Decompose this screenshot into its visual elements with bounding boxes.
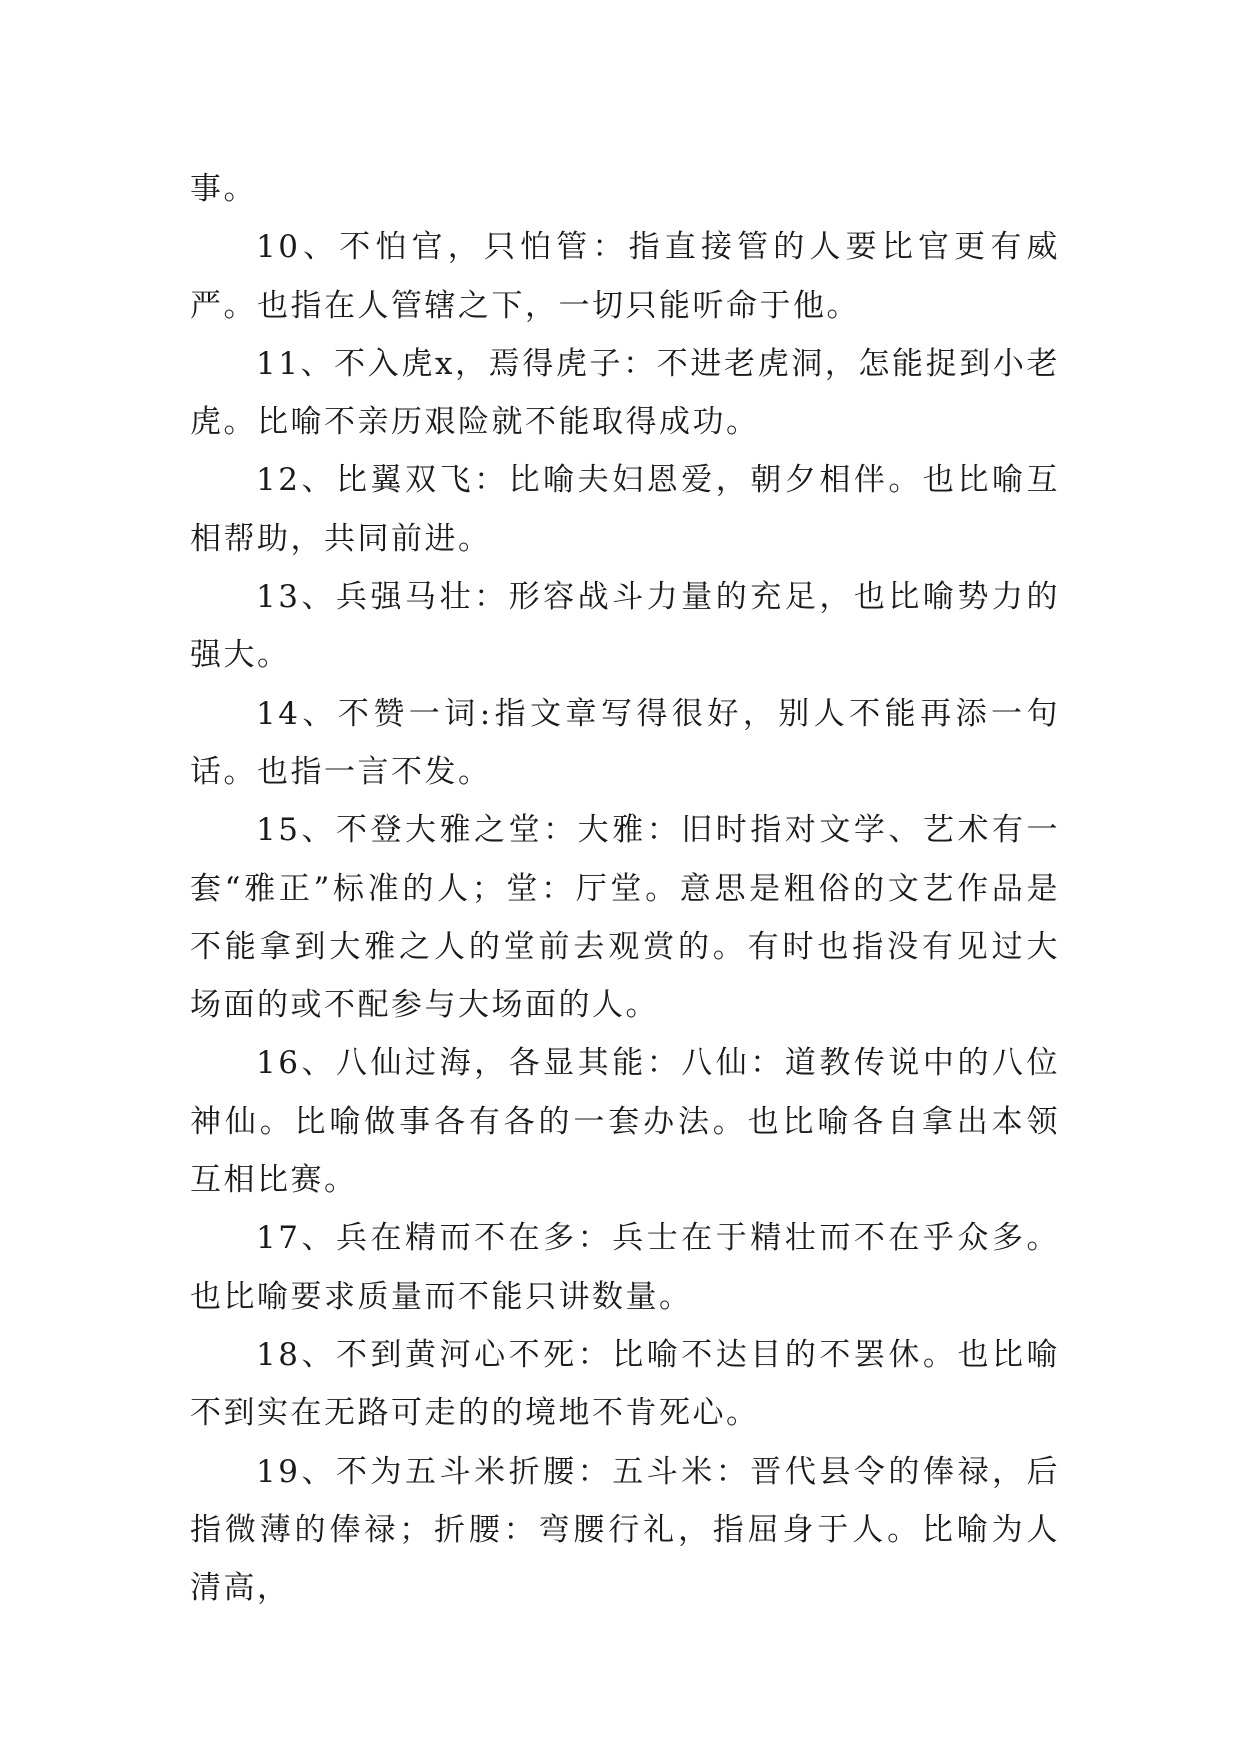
paragraph-idiom-14: 14、不赞一词:指文章写得很好，别人不能再添一句话。也指一言不发。 <box>190 695 1060 790</box>
paragraph-idiom-16: 16、八仙过海，各显其能：八仙：道教传说中的八位神仙。比喻做事各有各的一套办法。也比喻各自拿出本领互相比赛。 <box>190 1045 1060 1199</box>
paragraph-idiom-15: 15、不登大雅之堂：大雅：旧时指对文学、艺术有一套“雅正”标准的人；堂：厅堂。意思是粗俗的文艺作品是不能拿到大雅之人的堂前去观赏的。有时也指没有见过大场面的或不配参与大场面的人。 <box>190 812 1060 1024</box>
document-body <box>190 160 1060 1617</box>
paragraph-idiom-19: 19、不为五斗米折腰：五斗米：晋代县令的俸禄，后指微薄的俸禄；折腰：弯腰行礼，指屈身于人。比喻为人清高， <box>190 1453 1060 1607</box>
paragraph-idiom-17: 17、兵在精而不在多：兵士在于精壮而不在乎众多。也比喻要求质量而不能只讲数量。 <box>190 1220 1060 1315</box>
paragraph-idiom-10: 10、不怕官，只怕管：指直接管的人要比官更有威严。也指在人管辖之下，一切只能听命于他。 <box>190 229 1060 324</box>
paragraph-continuation: 事。 <box>190 171 257 207</box>
paragraph-idiom-11: 11、不入虎x，焉得虎子：不进老虎洞，怎能捉到小老虎。比喻不亲历艰险就不能取得成功。 <box>190 345 1060 441</box>
paragraph-idiom-12: 12、比翼双飞：比喻夫妇恩爱，朝夕相伴。也比喻互相帮助，共同前进。 <box>190 462 1060 557</box>
paragraph-idiom-13: 13、兵强马壮：形容战斗力量的充足，也比喻势力的强大。 <box>190 579 1060 674</box>
paragraph-idiom-18: 18、不到黄河心不死：比喻不达目的不罢休。也比喻不到实在无路可走的的境地不肯死心。 <box>190 1336 1060 1432</box>
